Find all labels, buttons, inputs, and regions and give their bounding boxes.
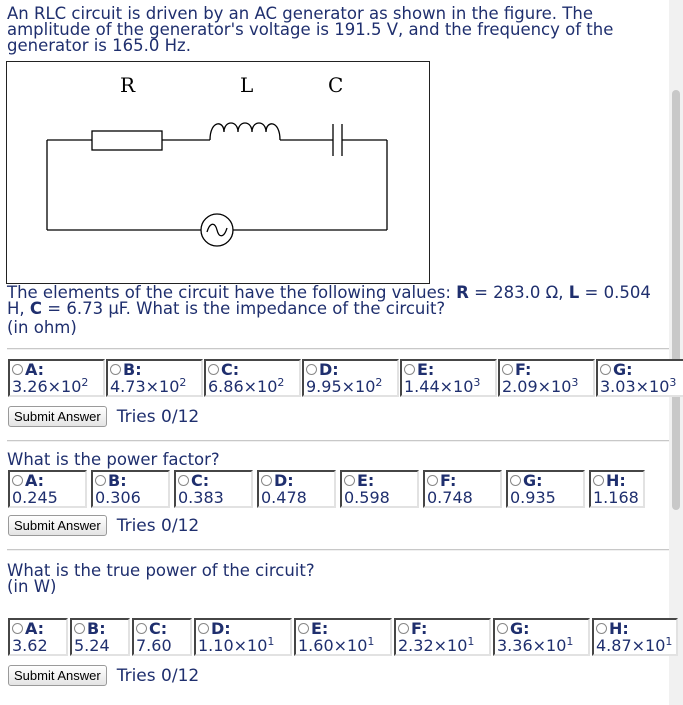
choice-letter: H:: [609, 619, 629, 638]
choice-letter: B:: [87, 619, 106, 638]
choice-letter: E:: [417, 360, 435, 379]
q3-choice-b[interactable]: [70, 618, 130, 656]
choice-letter: A:: [25, 471, 45, 490]
choice-mantissa: 9.95×10: [306, 377, 376, 396]
label-r: R: [120, 73, 136, 97]
choice-value: 0.478: [261, 488, 307, 507]
q2-choice-f[interactable]: [423, 470, 502, 508]
q1-tries: Tries 0/12: [116, 406, 200, 427]
c-label: C: [29, 299, 43, 318]
radio-button[interactable]: [12, 364, 23, 375]
divider: [7, 549, 669, 551]
radio-button[interactable]: [306, 364, 317, 375]
q2-text: What is the power factor?: [7, 450, 220, 469]
choice-exponent: 1: [665, 635, 673, 648]
choice-mantissa: 1.60×10: [298, 636, 368, 655]
q1-choice-d[interactable]: [302, 359, 399, 397]
q3-choice-h[interactable]: [592, 618, 678, 656]
choice-letter: D:: [211, 619, 231, 638]
q2-tries: Tries 0/12: [116, 515, 200, 536]
r-label: R: [456, 283, 469, 302]
choice-mantissa: 4.87×10: [596, 636, 666, 655]
problem-values: [7, 285, 667, 317]
choice-letter: D:: [274, 471, 294, 490]
c-value: = 6.73 μF. What is the impedance of the circuit?: [42, 299, 446, 318]
choice-letter: F:: [411, 619, 428, 638]
q1-unit: [7, 320, 77, 335]
q1-choice-b[interactable]: [106, 359, 203, 397]
radio-button[interactable]: [596, 623, 607, 634]
q1-submit-button[interactable]: Submit Answer: [8, 406, 107, 427]
choice-letter: B:: [123, 360, 142, 379]
choice-letter: E:: [357, 471, 375, 490]
q2-choice-e[interactable]: [340, 470, 419, 508]
choice-exponent: 1: [367, 635, 375, 648]
radio-button[interactable]: [74, 623, 85, 634]
intro-text: An RLC circuit is driven by an AC generator as shown in the figure. The amplitude of the generator's voltage is 191.5 V, and the frequency of the generator is 165.0 Hz.: [7, 4, 614, 55]
radio-button[interactable]: [208, 364, 219, 375]
q2-submit-button[interactable]: Submit Answer: [8, 515, 107, 536]
problem-intro: [7, 6, 657, 54]
choice-mantissa: 5.24: [74, 636, 110, 655]
choice-letter: G:: [523, 471, 543, 490]
choice-value: 0.306: [95, 488, 141, 507]
choice-mantissa: 2.09×10: [502, 377, 572, 396]
q1-submit-row: [8, 406, 199, 427]
radio-button[interactable]: [344, 475, 355, 486]
choice-letter: C:: [149, 619, 168, 638]
inductor: [210, 123, 280, 140]
q2-submit-row: [8, 515, 199, 536]
choice-value: 0.935: [510, 488, 556, 507]
radio-button[interactable]: [600, 364, 611, 375]
q1-choice-c[interactable]: [204, 359, 301, 397]
choice-exponent: 3: [473, 376, 481, 389]
choice-letter: G:: [613, 360, 633, 379]
choice-exponent: 2: [81, 376, 89, 389]
scroll-thumb[interactable]: [672, 90, 680, 510]
q3-submit-row: [8, 665, 199, 686]
radio-button[interactable]: [12, 623, 23, 634]
q1-choice-e[interactable]: [400, 359, 497, 397]
choice-mantissa: 7.60: [136, 636, 172, 655]
divider: [7, 440, 669, 442]
q3-choice-d[interactable]: [194, 618, 292, 656]
radio-button[interactable]: [261, 475, 272, 486]
q3-choice-f[interactable]: [394, 618, 491, 656]
choice-mantissa: 3.62: [12, 636, 48, 655]
choice-mantissa: 1.44×10: [404, 377, 474, 396]
q1-choice-a[interactable]: [8, 359, 105, 397]
sine-wave-icon: [207, 224, 227, 236]
q3-choices: [8, 618, 678, 656]
choice-exponent: 2: [277, 376, 285, 389]
choice-letter: E:: [311, 619, 329, 638]
q1-choice-g[interactable]: [596, 359, 683, 397]
q3-choice-e[interactable]: [294, 618, 392, 656]
q3-unit-text: (in W): [7, 577, 57, 596]
radio-button[interactable]: [398, 623, 409, 634]
choice-mantissa: 4.73×10: [110, 377, 180, 396]
choice-mantissa: 2.32×10: [398, 636, 468, 655]
radio-button[interactable]: [404, 364, 415, 375]
choice-value: 0.383: [178, 488, 224, 507]
choice-exponent: 3: [669, 376, 677, 389]
choice-letter: A:: [25, 619, 45, 638]
r-value: = 283.0 Ω,: [468, 283, 569, 302]
radio-button[interactable]: [136, 623, 147, 634]
circuit-diagram: [7, 62, 429, 283]
choice-letter: B:: [108, 471, 127, 490]
choice-value: 0.245: [12, 488, 58, 507]
label-l: L: [240, 73, 254, 97]
q3-tries: Tries 0/12: [116, 665, 200, 686]
q2-choice-d[interactable]: [257, 470, 336, 508]
radio-button[interactable]: [110, 364, 121, 375]
q1-choice-f[interactable]: [498, 359, 595, 397]
choice-letter: D:: [319, 360, 339, 379]
q3-choice-g[interactable]: [493, 618, 590, 656]
q2-choices: [8, 470, 645, 508]
choice-letter: F:: [440, 471, 457, 490]
choice-letter: F:: [515, 360, 532, 379]
q1-choices: [8, 359, 683, 397]
radio-button[interactable]: [298, 623, 309, 634]
choice-exponent: 1: [267, 635, 275, 648]
q2-choice-h[interactable]: [589, 470, 645, 508]
q2-choice-g[interactable]: [506, 470, 585, 508]
choice-exponent: 3: [571, 376, 579, 389]
q3-question: [7, 563, 315, 578]
radio-button[interactable]: [497, 623, 508, 634]
choice-letter: C:: [221, 360, 240, 379]
choice-exponent: 2: [179, 376, 187, 389]
choice-mantissa: 6.86×10: [208, 377, 278, 396]
radio-button[interactable]: [593, 475, 604, 486]
values-prefix: The elements of the circuit have the following values:: [7, 283, 457, 302]
q1-unit-text: (in ohm): [7, 318, 77, 337]
radio-button[interactable]: [178, 475, 189, 486]
choice-exponent: 1: [467, 635, 475, 648]
q2-choice-c[interactable]: [174, 470, 253, 508]
q3-unit: [7, 579, 56, 594]
scrollbar[interactable]: [669, 0, 683, 705]
radio-button[interactable]: [427, 475, 438, 486]
l-label: L: [568, 283, 580, 302]
q3-choice-a[interactable]: [8, 618, 68, 656]
radio-button[interactable]: [12, 475, 23, 486]
choice-value: 0.598: [344, 488, 390, 507]
radio-button[interactable]: [95, 475, 106, 486]
choice-exponent: 2: [375, 376, 383, 389]
choice-mantissa: 3.36×10: [497, 636, 567, 655]
q2-choice-b[interactable]: [91, 470, 170, 508]
choice-mantissa: 1.10×10: [198, 636, 268, 655]
q2-question: [7, 452, 220, 467]
choice-exponent: 1: [566, 635, 574, 648]
choice-mantissa: 3.03×10: [600, 377, 670, 396]
radio-button[interactable]: [198, 623, 209, 634]
choice-letter: G:: [510, 619, 530, 638]
q3-submit-button[interactable]: Submit Answer: [8, 665, 107, 686]
q2-choice-a[interactable]: [8, 470, 87, 508]
choice-letter: H:: [606, 471, 626, 490]
label-c: C: [328, 73, 344, 97]
choice-mantissa: 3.26×10: [12, 377, 82, 396]
resistor: [92, 131, 162, 150]
choice-value: 0.748: [427, 488, 473, 507]
radio-button[interactable]: [510, 475, 521, 486]
q3-choice-c[interactable]: [132, 618, 192, 656]
divider: [7, 348, 669, 350]
radio-button[interactable]: [502, 364, 513, 375]
circuit-figure: [6, 61, 430, 284]
q3-text: What is the true power of the circuit?: [7, 561, 315, 580]
choice-letter: A:: [25, 360, 45, 379]
choice-letter: C:: [191, 471, 210, 490]
choice-value: 1.168: [593, 488, 639, 507]
l-value: = 0.504 H,: [7, 283, 651, 318]
